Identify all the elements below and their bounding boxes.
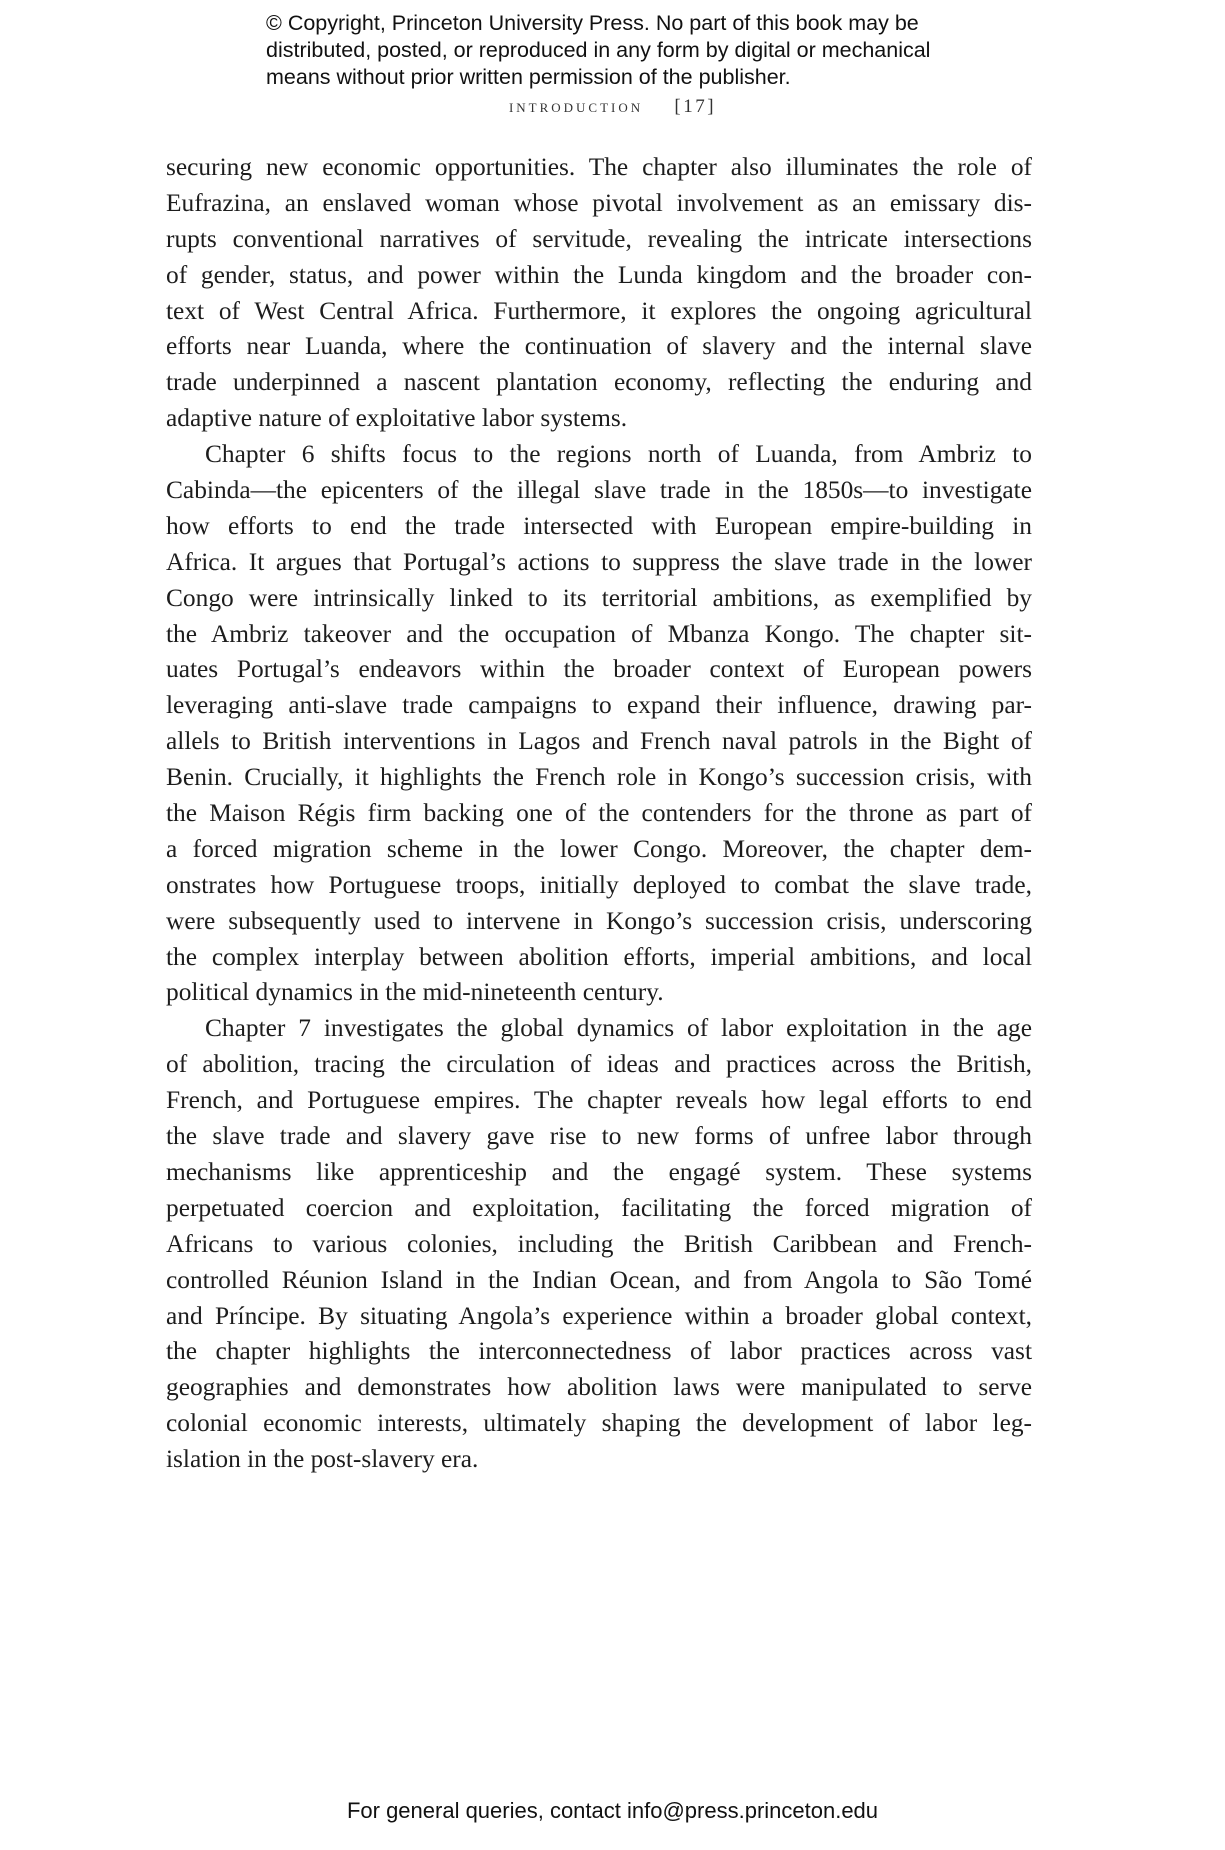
text-line: securing new economic opportunities. The chapter also illuminates the role of <box>166 153 1032 181</box>
text-line: French, and Portuguese empires. The chapter reveals how legal efforts to end <box>166 1086 1032 1115</box>
text-line: the Maison Régis firm backing one of the contenders for the throne as part of <box>166 799 1032 828</box>
page-number: [17] <box>674 96 717 117</box>
text-line: onstrates how Portuguese troops, initially deployed to combat the slave trade, <box>166 870 1032 899</box>
text-line: the complex interplay between abolition efforts, imperial ambitions, and local <box>166 942 1032 971</box>
text-line: leveraging anti-slave trade campaigns to expand their influence, drawing par- <box>166 691 1032 720</box>
text-line: Africans to various colonies, including the British Caribbean and French- <box>166 1229 1032 1258</box>
paragraph <box>166 1011 1032 1478</box>
text-line: colonial economic interests, ultimately shaping the development of labor leg- <box>166 1409 1032 1438</box>
text-line: text of West Central Africa. Furthermore, it explores the ongoing agricultural <box>166 296 1032 325</box>
text-line: geographies and demonstrates how abolition laws were manipulated to serve <box>166 1373 1032 1402</box>
text-line: efforts near Luanda, where the continuation of slavery and the internal slave <box>166 332 1032 361</box>
text-line: and Príncipe. By situating Angola’s experience within a broader global context, <box>166 1301 1032 1330</box>
text-line: Africa. It argues that Portugal’s actions to suppress the slave trade in the lower <box>166 547 1032 576</box>
copyright-line: distributed, posted, or reproduced in any form by digital or mechanical <box>266 38 931 62</box>
text-line: controlled Réunion Island in the Indian Ocean, and from Angola to São Tomé <box>166 1265 1032 1294</box>
paragraph <box>166 437 1032 1011</box>
copyright-line: © Copyright, Princeton University Press. No part of this book may be <box>266 11 919 35</box>
footer-contact: For general queries, contact info@press.princeton.edu <box>346 1798 879 1823</box>
running-head <box>0 94 1225 120</box>
text-line: islation in the post-slavery era. <box>166 1445 479 1474</box>
text-line: Eufrazina, an enslaved woman whose pivotal involvement as an emissary dis- <box>166 188 1032 217</box>
text-line: political dynamics in the mid-nineteenth century. <box>166 978 664 1007</box>
text-line: of gender, status, and power within the Lunda kingdom and the broader con- <box>166 260 1032 289</box>
text-line: adaptive nature of exploitative labor systems. <box>166 404 628 433</box>
running-head-section: introduction <box>508 96 644 117</box>
text-line: Benin. Crucially, it highlights the French role in Kongo’s succession crisis, with <box>166 763 1032 792</box>
text-line: how efforts to end the trade intersected with European empire-building in <box>166 511 1032 540</box>
text-line: allels to British interventions in Lagos and French naval patrols in the Bight of <box>166 727 1032 756</box>
paragraph <box>166 150 1032 437</box>
text-line: Cabinda—the epicenters of the illegal slave trade in the 1850s—to investigate <box>166 476 1032 505</box>
text-line: a forced migration scheme in the lower Congo. Moreover, the chapter dem- <box>166 834 1032 863</box>
text-line: rupts conventional narratives of servitude, revealing the intricate intersections <box>166 224 1032 253</box>
copyright-line: means without prior written permission of the publisher. <box>266 65 791 89</box>
body-text <box>166 150 1032 1478</box>
text-line: Chapter 6 shifts focus to the regions north of Luanda, from Ambriz to <box>205 440 1032 469</box>
text-line: were subsequently used to intervene in Kongo’s succession crisis, underscoring <box>166 906 1032 935</box>
text-line: the Ambriz takeover and the occupation of Mbanza Kongo. The chapter sit- <box>166 619 1032 648</box>
text-line: perpetuated coercion and exploitation, facilitating the forced migration of <box>166 1193 1032 1222</box>
copyright-notice <box>266 10 1046 91</box>
text-line: the slave trade and slavery gave rise to new forms of unfree labor through <box>166 1122 1032 1151</box>
text-line: of abolition, tracing the circulation of ideas and practices across the British, <box>166 1050 1032 1079</box>
text-line: the chapter highlights the interconnectedness of labor practices across vast <box>166 1337 1032 1366</box>
text-line: Congo were intrinsically linked to its territorial ambitions, as exemplified by <box>166 583 1032 612</box>
text-line: trade underpinned a nascent plantation economy, reflecting the enduring and <box>166 368 1032 397</box>
text-line: Chapter 7 investigates the global dynamics of labor exploitation in the age <box>205 1014 1032 1043</box>
text-line: uates Portugal’s endeavors within the broader context of European powers <box>166 655 1032 684</box>
text-line: mechanisms like apprenticeship and the engagé system. These systems <box>166 1157 1032 1186</box>
